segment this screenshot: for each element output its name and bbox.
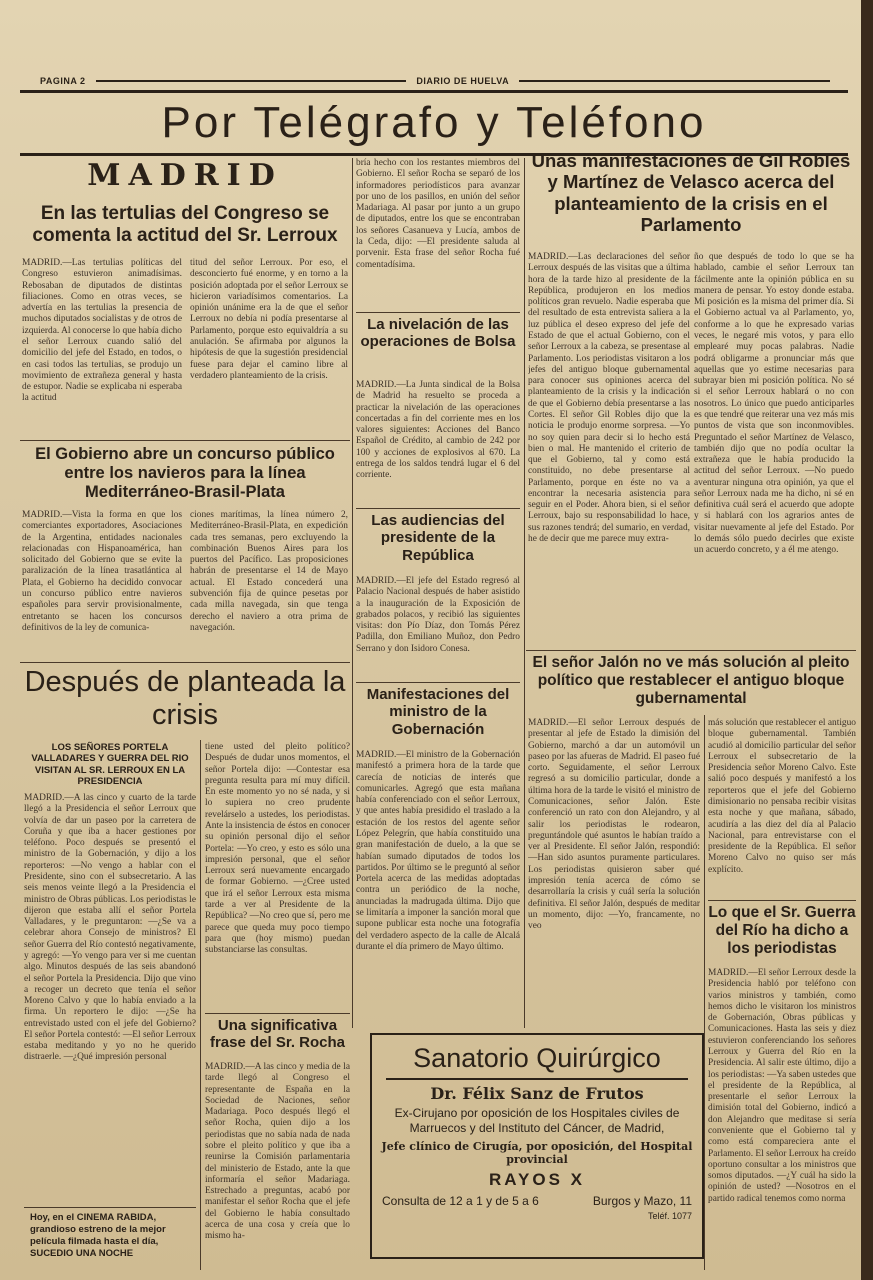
planteada-headline: Después de planteada la crisis — [24, 666, 346, 732]
jalon-col1: MADRID.—El señor Lerroux después de presentar al jefe de Estado la dimisión del Gobierno, marchó a dar un automóvil un paseo por las afueras de Madrid. El paseo fué corto. Seguidamente, el señor Lerroux regresó a su domicilio particular, donde a última hora de la tarde le visitó el ministro de Comunicaciones, señor Jalón. Este conferenció un rato con don Alejandro, y al salir los periodistas le rodearon, preguntándole qué asuntos le habían traído a ver al Presidente. El señor Jalón, respondió: —Han sido asuntos puramente particulares. Los periodistas quisieron saber qué impresión tenía acerca de cómo se desarrollaría la crisis y cuál sería la solución definitiva. El señor Jalón, después de meditar un momento, dijo: —Yo, francamente, no veo — [528, 718, 700, 932]
ad-phone: Teléf. 1077 — [647, 1211, 692, 1221]
rocha-continuation: bría hecho con los restantes miembros del Gobierno. El señor Rocha se separó de los informadores periodísticos para avanzar por uno de los pasillos, en unión del señor Madariaga. Al pasar por junto a un grupo de diputados, entre los que se encontraban los señores Casanueva y Lucía, ambos de la Ceda, dijo: —El presidente saluda al porvenir. Esta frase del señor Rocha fué comentadísima. — [356, 158, 520, 270]
concurso-col1: MADRID.—Vista la forma en que los comerciantes exportadores, Asociaciones de la Argentina, entidades nacionales relacionadas con Hispanoamérica, han solicitado del Gobierno que se evite la paralización de la línea trasatlántica al Plata, el Gobierno ha decidido convocar un concurso público entre navieros españoles para servir provisionalmente, entretanto se hacen los concursos definitivos de la ley de comunica- — [22, 510, 182, 633]
article-rule — [708, 900, 856, 901]
jalon-headline: El señor Jalón no ve más solución al pleito político que restablecer el antiguo bloque gubernamental — [532, 654, 850, 707]
article-rule — [526, 650, 856, 651]
column-rule — [200, 740, 201, 1270]
gilrobles-headline: Unas manifestaciones de Gil Robles y Martínez de Velasco acerca del planteamiento de la crisis en el Parlamento — [531, 150, 851, 235]
concurso-headline: El Gobierno abre un concurso público entre los navieros para la línea Mediterráneo-Brasil-Plata — [35, 445, 335, 501]
article-rule — [20, 440, 350, 441]
nivelacion-body: MADRID.—La Junta sindical de la Bolsa de Madrid ha resuelto se proceda a practicar la nivelación de las operaciones concertadas a fin del corriente mes en los valores siguientes: Acciones del Banco Español de Crédito, al cambio de 242 por 100 y acciones de explosivos al 670. La entrega de los saldos tendrá lugar el 6 del corriente. — [356, 380, 520, 481]
tertulias-col2: titud del señor Lerroux. Por eso, el desconcierto fué enorme, y en torno a la posición adoptada por el señor Lerroux se hicieron variadísimos comentarios. La opinión unánime era la de que el señor Lerroux no debía ni podía presentarse al Parlamento, porque esto equivaldría a su anulación. Se afirmaba por algunos la hipótesis de que la sugestión presidencial fuese para dejar el camino libre al verdadero planteamiento de la crisis. — [190, 258, 348, 381]
ad-hospital: Jefe clínico de Cirugía, por oposición, del Hospital provincial — [381, 1140, 693, 1166]
audiencias-body: MADRID.—El jefe del Estado regresó al Palacio Nacional después de haber asistido a la inauguración de la Exposición de grabados polacos, y recibió las siguientes visitas: don Pío Díaz, don Tomás Pérez Padilla, don Emiliano Muñoz, don Pedro Serrano y don Isidoro Conesa. — [356, 576, 520, 654]
concurso-col2: ciones marítimas, la línea número 2, Mediterráneo-Brasil-Plata, en expedición cada tres semanas, pero excluyendo la combinación Buenos Aires para los puertos del Pacífico. Las proposiciones habrán de presentarse el 14 de Mayo actual. El Estado concederá una subvención fija de quince pesetas por cada milla navegada, sin que tenga derecho el naviero a otra prima de navegación. — [190, 510, 348, 633]
ad-rayos: RAYOS X — [489, 1170, 585, 1189]
column-rule — [524, 158, 525, 1028]
page-edge — [861, 0, 873, 1280]
audiencias-headline: Las audiencias del presidente de la República — [371, 512, 505, 564]
tertulias-col1: MADRID.—Las tertulias políticas del Congreso estuvieron animadísimas. Rebosaban de diputados de distintas filiaciones. Como en otras veces, se advertía en las tertulias la presencia de muchos diputados socialistas y de otros de izquierda. Al conocerse lo que había dicho el señor Lerroux cuando salió del domicilio del jefe del Estado, en todos, o en casi todos las tertulias, se produjo un movimiento de extrañeza general y hasta de estupor. Nadie se explicaba ni esperaba la actitud — [22, 258, 182, 404]
gilrobles-col1: MADRID.—Las declaraciones del señor Lerroux después de las visitas que a última hora de la tarde hizo al presidente de la República, produjeron en los medios políticos gran revuelo. Nadie esperaba que del resultado de esta entrevista saliera a la luz pública el deseo expreso del jefe del Estado de que el actual Gobierno, con el señor Lerroux a la cabeza, se presentase al Parlamento. Los periodistas visitaron a los jefes del antiguo bloque gubernamental para conocer sus opiniones acerca del planteamiento de la crisis y la indicación de que el Gobierno debía presentarse a las Cortes. El señor Gil Robles dijo que la noticia le produjo enorme sorpresa. —Yo no soy quien para decir si lo hecho está bien o mal. He mantenido el criterio de que el Gobierno, tal y como está constituido, no debe presentarse al Parlamento, porque en éste no va a encontrar la necesaria asistencia para seguir en el Poder. Ahora bien, si el señor Lerroux, bajo su responsabilidad lo hace, sus razones tendrá; del sumario, en verdad, he de decir que me parece muy extra- — [528, 252, 690, 545]
rocha-body: MADRID.—A las cinco y media de la tarde llegó al Congreso el representante de España en la Sociedad de Naciones, señor Madariaga. Poco después llegó el señor Rocha, quien dijo a los periodistas que no sabía nada de nada sobre el pleito político y que iba a reunirse la Comisión parlamentaria del ministerio de Estado, ante la que informaría el señor Madariaga. Estrechado a preguntas, acabó por manifestar el señor Rocha que el jefe del Gobierno le había consultado acerca de una cosa y creía que lo mismo ha- — [205, 1062, 350, 1242]
sanatorio-ad — [370, 1033, 704, 1259]
article-rule — [20, 662, 350, 663]
column-rule — [704, 715, 705, 1270]
city-title: MADRID — [87, 158, 283, 193]
nivelacion-headline: La nivelación de las operaciones de Bolsa — [360, 316, 516, 351]
ad-hours: Consulta de 12 a 1 y de 5 a 6 — [382, 1194, 539, 1208]
planteada-col1: MADRID.—A las cinco y cuarto de la tarde llegó a la Presidencia el señor Lerroux que volvía de dar un paseo por la carretera de Coruña y que iba a hacer gestiones por teléfono. Poco después se presentó el ministro de la Gobernación, y dijo a los reporteros: —No vengo a hablar con el Presidente, sino con el subsecretario. A las seis menos veinte llegó a la Presidencia el ministro de Obras públicas. Los periodistas le dijeron que estaba allí el señor Portela Valladares, y le preguntaron: —¿Se va a celebrar ahora Consejo de ministros? El señor Guerra del Río contestó negativamente, y agregó: —Yo vengo para ver si me cuentan algo. Minutos después de las seis abandonó el señor Portela la Presidencia. Dijo que vino a recoger un decreto que tenía el señor Moreno Calvo y que lo había enviado a la firma. Un reportero le dijo: —¿Se ha entrevistado usted con el jefe del Gobierno? El señor Portela contestó: —El señor Lerroux estaba meditando y yo no he querido distraerle. —¿Qué impresión personal — [24, 793, 196, 1063]
section-title: Por Telégrafo y Teléfono — [20, 90, 848, 156]
tertulias-headline: En las tertulias del Congreso se comenta la actitud del Sr. Lerroux — [32, 203, 338, 246]
article-rule — [205, 1013, 350, 1014]
ad-footer — [382, 1194, 692, 1222]
ad-title: Sanatorio Quirúrgico — [413, 1043, 661, 1073]
ad-credentials: Ex-Cirujano por oposición de los Hospitales civiles de Marruecos y del Instituto del Cáncer, de Madrid, — [394, 1106, 680, 1135]
newspaper-name: DIARIO DE HUELVA — [416, 76, 510, 86]
guerra-headline: Lo que el Sr. Guerra del Río ha dicho a los periodistas — [708, 904, 856, 957]
rocha-headline: Una significativa frase del Sr. Rocha — [209, 1017, 346, 1052]
page-number: PAGINA 2 — [40, 76, 86, 86]
gilrobles-col2: ño que después de todo lo que se ha hablado, cambie el señor Lerroux tan fácilmente ante la opinión pública en su manera de pensar. Yo estoy donde estaba. Mi posición es la misma del primer día. Si el Gobierno actual va al Parlamento, yo, conforme a lo que he expresado varias veces, le negaré mis votos, y para ello emplearé muy pocas palabras. Nadie podrá obligarme a pronunciar más que aquellas que yo estime necesarias para subrayar bien mi posición política. No sé si el señor Lerroux hablará o no con nosotros. Lo único que puedo anticiparles es que tendré que reiterar una vez más mis puntos de vista que son inconmovibles. Preguntado el señor Martínez de Velasco, también dijo que no podía ocultar la extrañeza que le había producido la actitud del señor Lerroux. —No puedo aventurar ninguna otra opinión, ya que el señor Lerroux nada me ha dicho, ni sé en definitiva cuál será el acuerdo que adopte y si hablará con los agrarios antes de visitar nuevamente al jefe del Estado. Por lo demás sólo puedo decirles que existe un acuerdo concreto, y a él me atengo. — [694, 252, 854, 556]
article-rule — [24, 1207, 196, 1208]
article-rule — [356, 508, 520, 509]
gobernacion-headline: Manifestaciones del ministro de la Gobernación — [366, 686, 510, 738]
masthead-rule-left — [96, 80, 407, 82]
gobernacion-body: MADRID.—El ministro de la Gobernación manifestó a primera hora de la tarde que carecía de noticias de interés que comunicarles. Agregó que esta mañana había conferenciado con el señor Lerroux, y que antes había presidido el traslado a la estación de los restos del agente señor López Pelegrín, que había constituido una gran manifestación de duelo, a la que se habían sumado diputados de todos los partidos. Por último se le preguntó al señor Portela acerca de las medidas adoptadas contra un periódico de la noche, anunciadas la madrugada última. Dijo que se limitaría a imponer la sanción moral que supone publicar esta noche una fotografía del verdadero aspecto de la calle de Alcalá durante el día primero de Mayo último. — [356, 750, 520, 952]
jalon-col2: más solución que restablecer el antiguo bloque gubernamental. También acudió al domicilio particular del señor Lerroux el subsecretario de la Presidencia señor Moreno Calvo. Este salió poco después y manifestó a los reporteros que el jefe del Gobierno dimisionario no pensaba recibir visitas esta noche y que mañana, sábado, acudiría a las diez del día al Palacio Nacional, para entrevistarse con el presidente de la República. El señor Moreno Calvo no quiso ser más explícito. — [708, 718, 856, 875]
article-rule — [356, 312, 520, 313]
column-rule — [352, 158, 353, 1028]
planteada-col2: tiene usted del pleito político? Después de dudar unos momentos, el señor Portela dijo: —Contestar esa pregunta resulta para mí muy difícil. En este momento yo no sé nada, y si lo supiera no creo prudente revelárselo a ustedes, los periodistas. Ante la insistencia de éstos en conocer su opinión personal dijo el señor Portela: —Yo creo, y esto es sólo una impresión personal, que el señor Lerroux será nuevamente encargado de formar Gobierno. —¿Cree usted que irá el señor Lerroux esta misma tarde a ver al Presidente de la República? —No creo que sí, pero me parece que queda muy poco tiempo para que (hoy mismo) puedan substanciarse las consultas. — [205, 742, 350, 956]
ad-address: Burgos y Mazo, 11 — [592, 1194, 692, 1208]
masthead — [40, 74, 840, 88]
masthead-rule-right — [519, 80, 830, 82]
guerra-body: MADRID.—El señor Lerroux desde la Presidencia habló por teléfono con varios ministros y también, como hemos dicho le visitaron los ministros de Gobernación, Obras públicas y Comunicaciones. Hasta las seis y diez estuvieron conferenciando los señores Lerroux y Guerra del Río en la Presidencia. Al salir este último, dijo a los periodistas: —Ya saben ustedes que el presidente de la República, al presentarle el señor Lerroux la dimisión total del Gobierno, indicó a don Alejandro que meditase si sería conveniente que el Gobierno tal y como está compareciera ante el Parlamento. El señor Lerroux ha creído oportuno consultar a los ministros que somos diputados. —¿Y cuál ha sido la opinión de usted? —Nosotros en el partido radical tenemos como norma — [708, 968, 856, 1204]
ad-address-block — [593, 1194, 692, 1222]
ad-doctor: Dr. Félix Sanz de Frutos — [430, 1084, 644, 1103]
cinema-promo: Hoy, en el CINEMA RABIDA, grandioso estreno de la mejor película filmada hasta el día, SUCEDIO UNA NOCHE — [30, 1212, 166, 1259]
article-rule — [356, 682, 520, 683]
planteada-subhead: LOS SEÑORES PORTELA VALLADARES Y GUERRA DEL RIO VISITAN AL SR. LERROUX EN LA PRESIDENCIA — [31, 742, 189, 788]
ad-rule — [386, 1078, 688, 1080]
